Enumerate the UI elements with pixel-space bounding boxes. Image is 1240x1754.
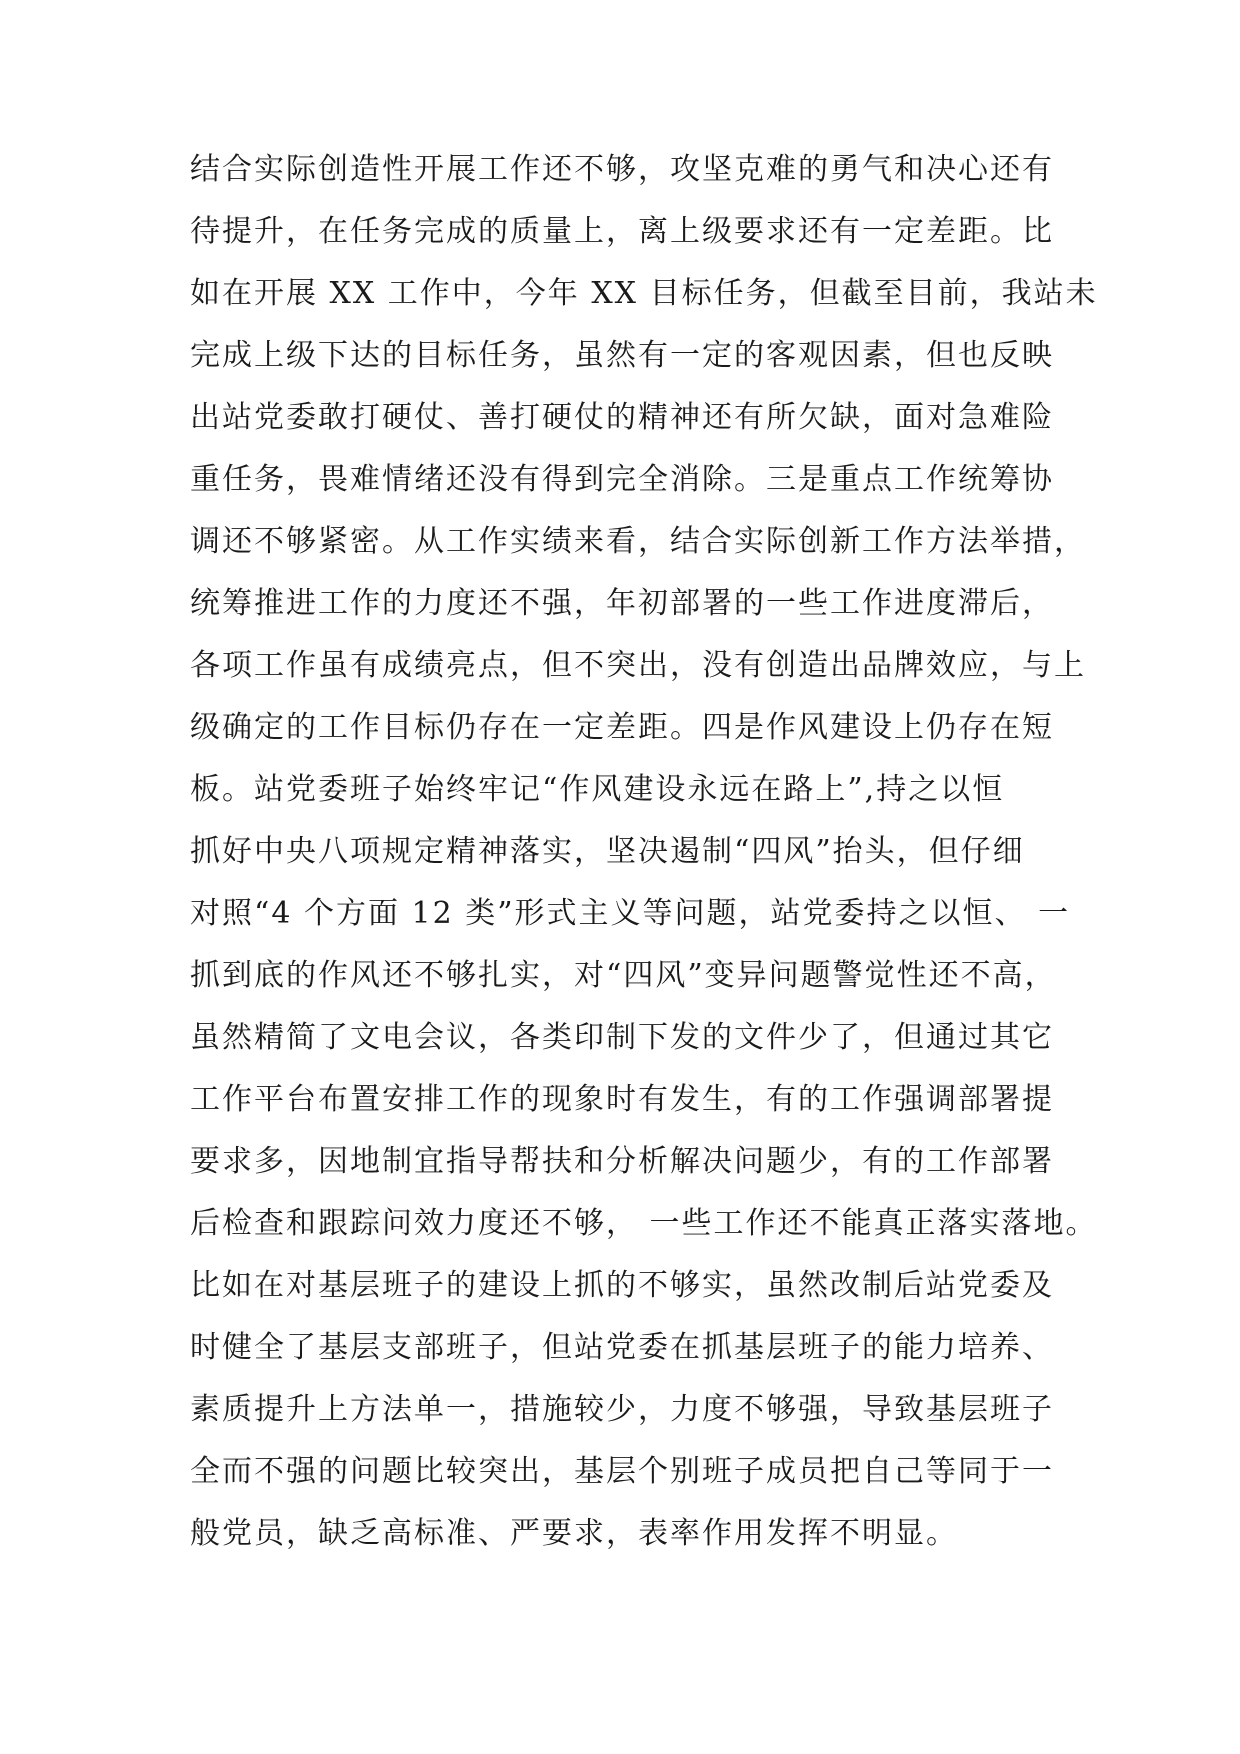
text-line-2: 待提升，在任务完成的质量上，离上级要求还有一定差距。比 (190, 214, 1054, 249)
text-line-17: 要求多，因地制宜指导帮扶和分析解决问题少，有的工作部署 (190, 1144, 1054, 1179)
text-line-4: 完成上级下达的目标任务，虽然有一定的客观因素，但也反映 (190, 338, 1054, 373)
text-line-22: 全而不强的问题比较突出，基层个别班子成员把自己等同于一 (190, 1454, 1054, 1489)
text-line-7: 调还不够紧密。从工作实绩来看，结合实际创新工作方法举措， (190, 524, 1086, 559)
text-line-12: 抓好中央八项规定精神落实，坚决遏制“四风”抬头，但仔细 (190, 834, 1025, 869)
text-line-11: 板。站党委班子始终牢记“作风建设永远在路上”,持之以恒 (190, 772, 1005, 807)
text-line-21: 素质提升上方法单一，措施较少，力度不够强，导致基层班子 (190, 1392, 1054, 1427)
text-line-9: 各项工作虽有成绩亮点，但不突出，没有创造出品牌效应，与上 (190, 648, 1086, 683)
text-line-6: 重任务，畏难情绪还没有得到完全消除。三是重点工作统筹协 (190, 462, 1054, 497)
text-line-13: 对照“4 个方面 12 类”形式主义等问题，站党委持之以恒、 一 (190, 896, 1071, 931)
text-line-19: 比如在对基层班子的建设上抓的不够实，虽然改制后站党委及 (190, 1268, 1054, 1303)
text-line-10: 级确定的工作目标仍存在一定差距。四是作风建设上仍存在短 (190, 710, 1054, 745)
text-line-8: 统筹推进工作的力度还不强，年初部署的一些工作进度滞后， (190, 586, 1054, 621)
text-line-3: 如在开展 XX 工作中，今年 XX 目标任务，但截至目前，我站未 (190, 276, 1098, 311)
text-line-18: 后检查和跟踪问效力度还不够， 一些工作还不能真正落实落地。 (190, 1206, 1098, 1241)
document-body (190, 150, 1098, 1576)
text-line-14: 抓到底的作风还不够扎实，对“四风”变异问题警觉性还不高， (190, 958, 1057, 993)
text-line-23: 般党员，缺乏高标准、严要求，表率作用发挥不明显。 (190, 1516, 958, 1551)
text-line-16: 工作平台布置安排工作的现象时有发生，有的工作强调部署提 (190, 1082, 1054, 1117)
text-line-1: 结合实际创造性开展工作还不够，攻坚克难的勇气和决心还有 (190, 152, 1054, 187)
text-line-5: 出站党委敢打硬仗、善打硬仗的精神还有所欠缺，面对急难险 (190, 400, 1054, 435)
text-line-20: 时健全了基层支部班子，但站党委在抓基层班子的能力培养、 (190, 1330, 1054, 1365)
text-line-15: 虽然精简了文电会议，各类印制下发的文件少了，但通过其它 (190, 1020, 1054, 1055)
